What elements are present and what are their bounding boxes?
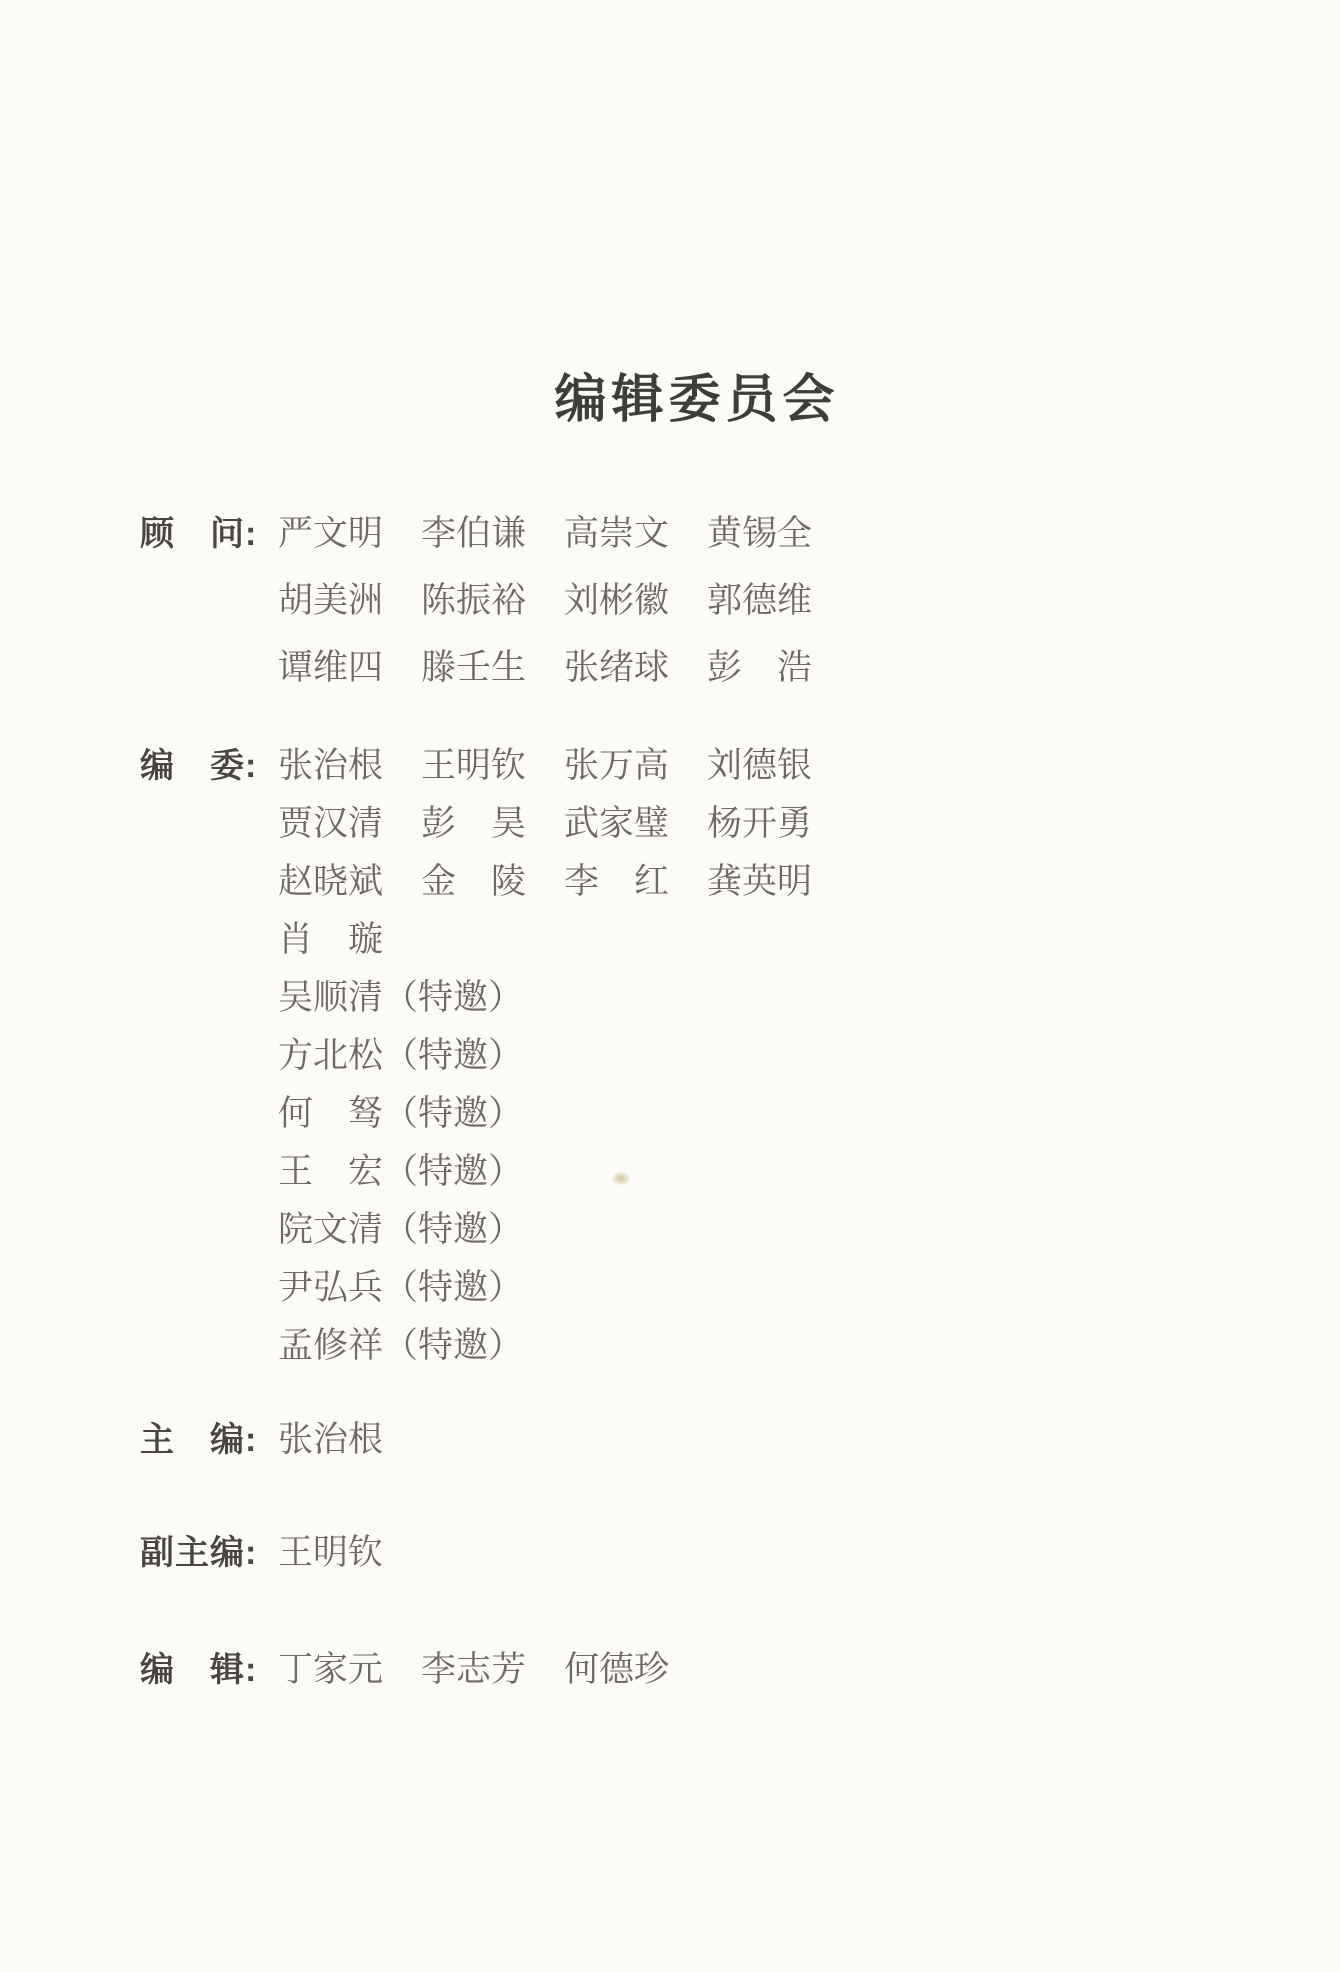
committee-invited-row: [140, 1260, 1340, 1318]
committee-invited-row: [140, 1318, 1340, 1376]
person-name: 金 陵: [421, 862, 527, 901]
person-name: 郭德维: [707, 581, 813, 620]
deputy-chief-editor-label: 副主编:: [140, 1534, 258, 1572]
committee-section: [140, 738, 1340, 1376]
person-name-invited: 尹弘兵（特邀）: [278, 1268, 524, 1307]
committee-label: 编 委:: [140, 747, 258, 785]
person-name: 何德珍: [564, 1650, 670, 1689]
person-name: 王明钦: [421, 746, 527, 785]
person-name: 谭维四: [278, 648, 384, 687]
deputy-chief-editor-section: [140, 1525, 1340, 1592]
person-name: 胡美洲: [278, 581, 384, 620]
person-name: 高崇文: [564, 514, 670, 553]
committee-row: [140, 796, 1340, 854]
editors-label: 编 辑:: [140, 1651, 258, 1689]
person-name-invited: 孟修祥（特邀）: [278, 1326, 524, 1365]
advisor-row: [140, 640, 1340, 707]
committee-row: [140, 854, 1340, 912]
person-name: 丁家元: [278, 1650, 384, 1689]
chief-editor-section: [140, 1412, 1340, 1479]
title-area: [0, 0, 1340, 430]
person-name: 李志芳: [421, 1650, 527, 1689]
person-name: 张治根: [278, 1420, 384, 1459]
chief-editor-row: [140, 1412, 1340, 1479]
person-name: 刘德银: [707, 746, 813, 785]
page-title: 编辑委员会: [554, 372, 840, 429]
person-name: 张绪球: [564, 648, 670, 687]
person-name: 彭 昊: [421, 804, 527, 843]
deputy-chief-editor-row: [140, 1525, 1340, 1592]
paper-stain-speck: [612, 1172, 630, 1185]
person-name-invited: 院文清（特邀）: [278, 1210, 524, 1249]
committee-invited-row: [140, 1202, 1340, 1260]
person-name: 肖 璇: [278, 920, 384, 959]
editors-section: [140, 1642, 1340, 1709]
committee-invited-row: [140, 1086, 1340, 1144]
editors-row: [140, 1642, 1340, 1709]
person-name: 赵晓斌: [278, 862, 384, 901]
person-name-invited: 吴顺清（特邀）: [278, 978, 524, 1017]
person-name: 张治根: [278, 746, 384, 785]
person-name: 龚英明: [707, 862, 813, 901]
person-name: 王明钦: [278, 1533, 384, 1572]
advisor-row: [140, 573, 1340, 640]
person-name: 黄锡全: [707, 514, 813, 553]
person-name: 武家璧: [564, 804, 670, 843]
person-name-invited: 方北松（特邀）: [278, 1036, 524, 1075]
person-name: 杨开勇: [707, 804, 813, 843]
committee-invited-row: [140, 1144, 1340, 1202]
chief-editor-label: 主 编:: [140, 1421, 258, 1459]
person-name: 陈振裕: [421, 581, 527, 620]
advisor-row: [140, 506, 1340, 573]
person-name-invited: 何 驽（特邀）: [278, 1094, 524, 1133]
person-name: 贾汉清: [278, 804, 384, 843]
person-name: 彭 浩: [707, 648, 813, 687]
advisor-label: 顾 问:: [140, 515, 258, 553]
committee-invited-row: [140, 1028, 1340, 1086]
person-name: 张万高: [564, 746, 670, 785]
advisor-section: [140, 506, 1340, 707]
person-name-invited: 王 宏（特邀）: [278, 1152, 524, 1191]
person-name: 严文明: [278, 514, 384, 553]
committee-listing: [140, 506, 1340, 1709]
person-name: 李伯谦: [421, 514, 527, 553]
committee-row: [140, 738, 1340, 796]
committee-invited-row: [140, 970, 1340, 1028]
person-name: 李 红: [564, 862, 670, 901]
committee-row: [140, 912, 1340, 970]
person-name: 刘彬徽: [564, 581, 670, 620]
person-name: 滕壬生: [421, 648, 527, 687]
